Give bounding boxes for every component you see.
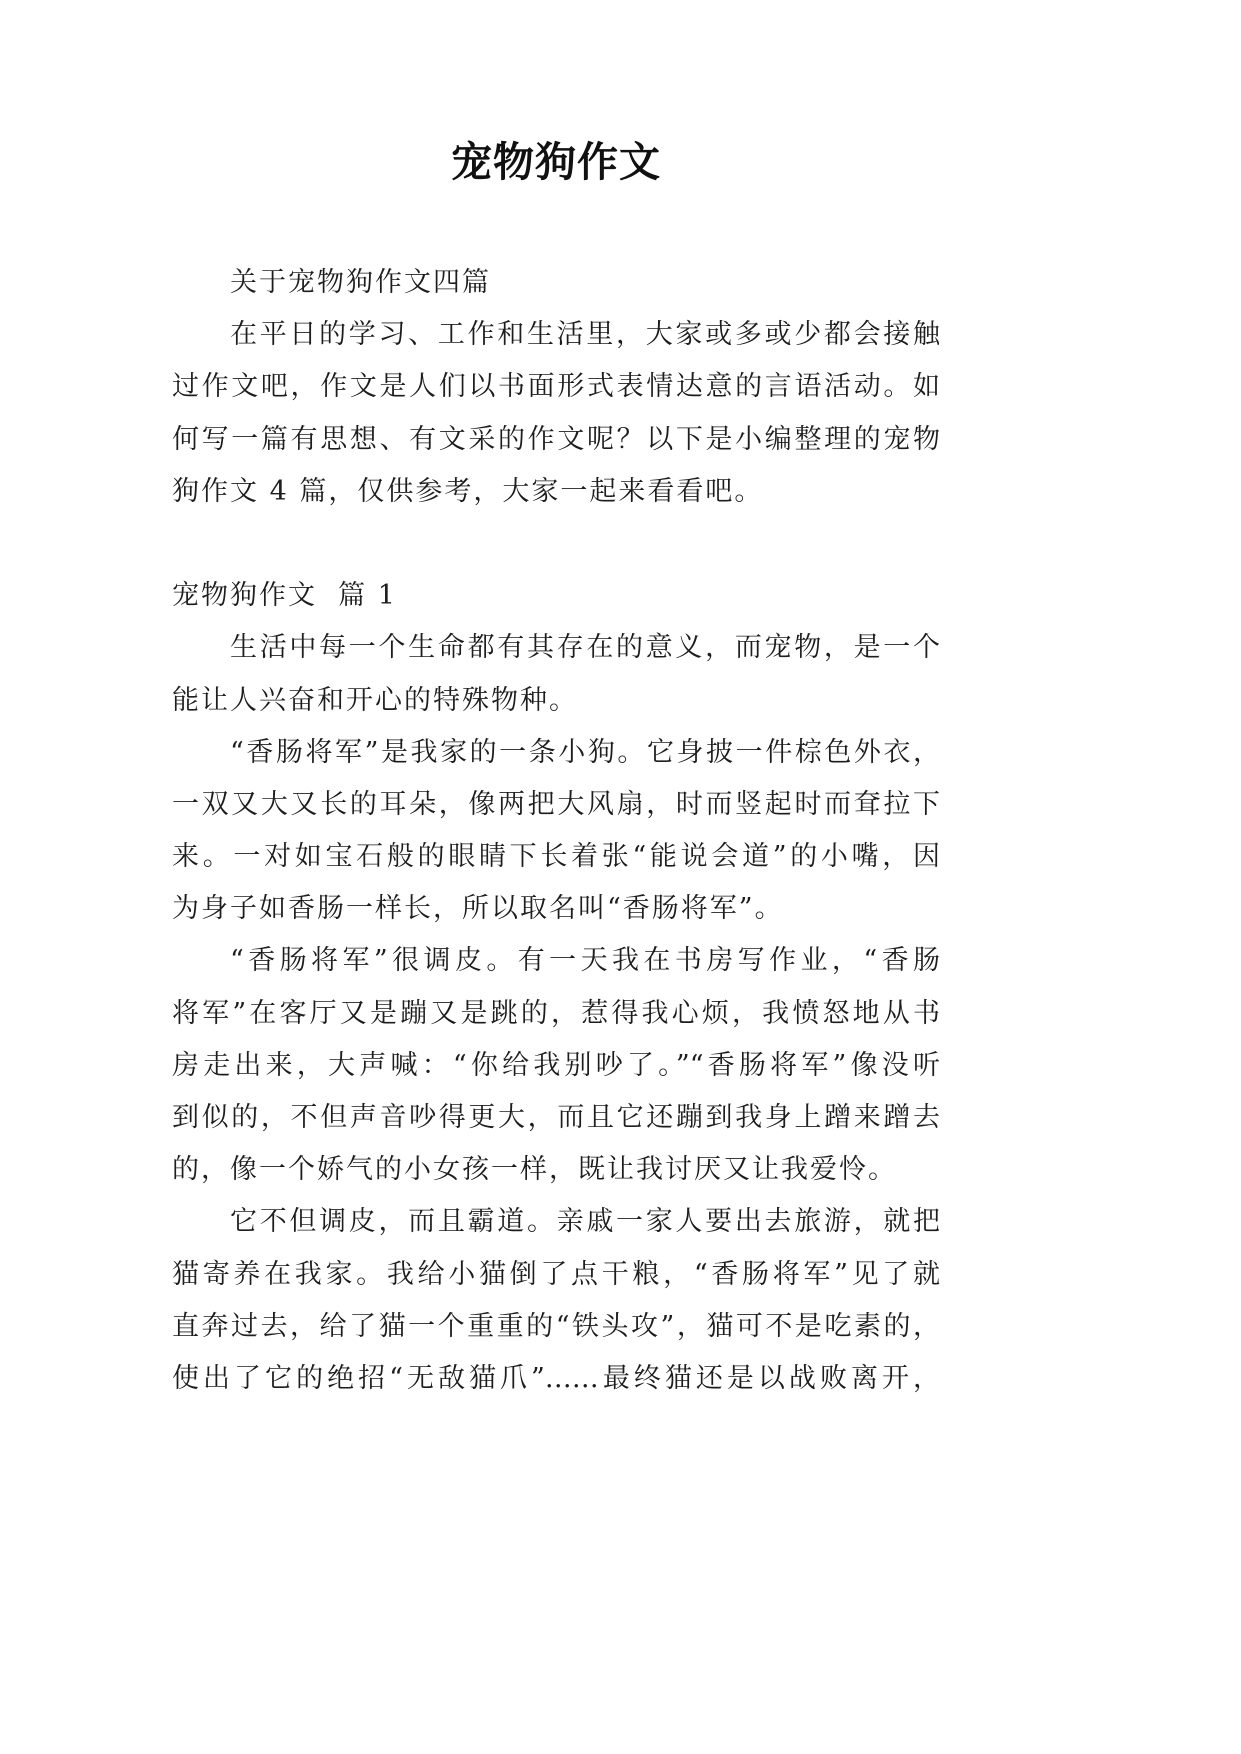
article-paragraph: [172, 727, 940, 936]
section-spacer: [172, 518, 940, 570]
article-paragraph: [172, 1196, 940, 1405]
paragraph-line: 将军”在客厅又是蹦又是跳的，惹得我心烦，我愤怒地从书: [172, 997, 940, 1029]
paragraph-line: 何写一篇有思想、有文采的作文呢？以下是小编整理的宠物: [172, 423, 940, 455]
paragraph-line: “香肠将军”很调皮。有一天我在书房写作业，“香肠: [230, 945, 940, 977]
paragraph-line: 使出了它的绝招“无敌猫爪”……最终猫还是以战败离开，: [172, 1362, 940, 1394]
paragraph-line: 直奔过去，给了猫一个重重的“铁头攻”，猫可不是吃素的，: [172, 1310, 940, 1342]
document-body: [172, 257, 940, 1405]
paragraph-line: 来。一对如宝石般的眼睛下长着张“能说会道”的小嘴，因: [172, 841, 940, 873]
paragraph-line: 狗作文 4 篇，仅供参考，大家一起来看看吧。: [172, 475, 764, 507]
paragraph-line: 在平日的学习、工作和生活里，大家或多或少都会接触: [230, 319, 940, 351]
paragraph-line: 过作文吧，作文是人们以书面形式表情达意的言语活动。如: [172, 371, 940, 403]
article-paragraph: [172, 622, 940, 726]
paragraph-line: 的，像一个娇气的小女孩一样，既让我讨厌又让我爱怜。: [172, 1154, 897, 1186]
paragraph-line: “香肠将军”是我家的一条小狗。它身披一件棕色外衣，: [230, 736, 940, 768]
paragraph-line: 一双又大又长的耳朵，像两把大风扇，时而竖起时而耷拉下: [172, 788, 940, 820]
paragraph-line: 到似的，不但声音吵得更大，而且它还蹦到我身上蹭来蹭去: [172, 1102, 940, 1133]
document-title: 宠物狗作文: [451, 138, 661, 186]
paragraph-line: 它不但调皮，而且霸道。亲戚一家人要出去旅游，就把: [230, 1206, 940, 1238]
paragraph-line: 猫寄养在我家。我给小猫倒了点干粮，“香肠将军”见了就: [172, 1258, 940, 1290]
paragraph-line: 房走出来，大声喊：“你给我别吵了。”“香肠将军”像没听: [172, 1049, 940, 1081]
article-heading: 宠物狗作文 篇 1: [172, 580, 397, 612]
paragraph-line: 能让人兴奋和开心的特殊物种。: [172, 684, 578, 716]
paragraph-line: 为身子如香肠一样长，所以取名叫“香肠将军”。: [172, 893, 784, 925]
article-paragraph: [172, 935, 940, 1196]
intro-heading: 关于宠物狗作文四篇: [230, 267, 491, 298]
intro-paragraph: [172, 309, 940, 518]
paragraph-line: 生活中每一个生命都有其存在的意义，而宠物，是一个: [230, 632, 940, 664]
